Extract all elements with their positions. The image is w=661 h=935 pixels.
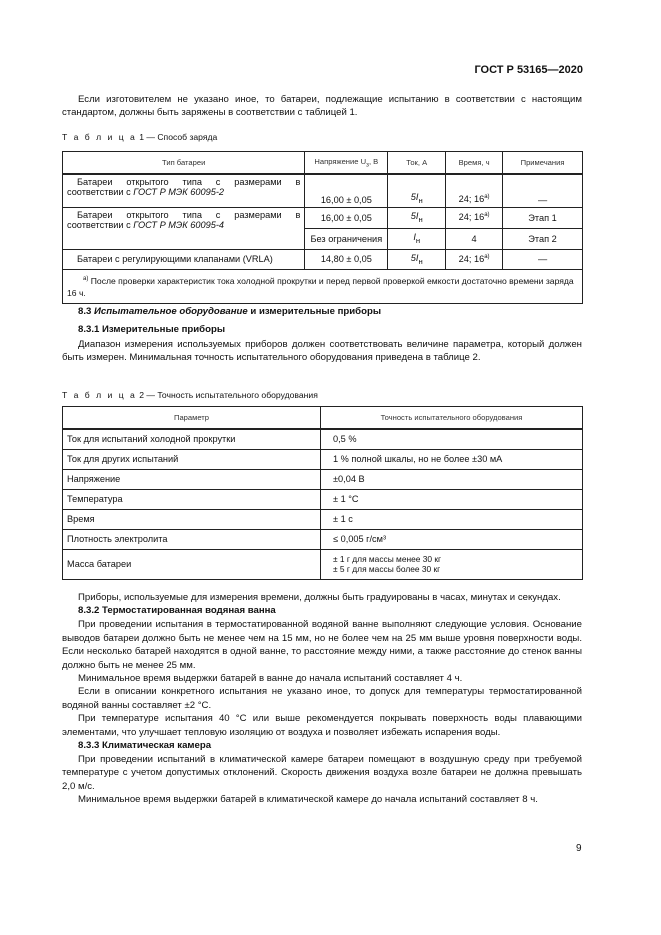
cell: 16,00 ± 0,05 xyxy=(305,174,388,207)
cell: 1 % полной шкалы, но не более ±30 мА xyxy=(321,449,583,469)
doc-code: ГОСТ Р 53165—2020 xyxy=(474,64,583,76)
section-8-3-heading: 8.3 Испытательное оборудование и измерительные приборы xyxy=(78,306,382,317)
cell: ± 1 с xyxy=(321,509,583,529)
caption-label: Т а б л и ц а xyxy=(62,132,137,142)
cell: 4 xyxy=(446,228,503,249)
table-row xyxy=(63,549,583,579)
cell: ± 1 °C xyxy=(321,489,583,509)
section-8-3-2-heading: 8.3.2 Термостатированная водяная ванна xyxy=(78,605,276,617)
accuracy-table xyxy=(62,406,583,580)
table-header xyxy=(63,152,583,175)
cell: 24; $16^{а)}$ xyxy=(446,207,503,228)
paragraph: При температуре испытания 40 °С или выше рекомендуется покрывать поверхность воды плавающими элементами, что улучшает тепловую изоляцию от воздуха и позволяет избежать испарения воды. xyxy=(62,713,582,738)
cell: Батареи открытого типа с размерами в соответствии с ГОСТ Р МЭК 60095-4 xyxy=(63,207,305,249)
cell: Ток для других испытаний xyxy=(63,449,321,469)
cell: 24; $16^{а)}$ xyxy=(446,174,503,207)
cell: ±0,04 В xyxy=(321,469,583,489)
cell: $5I_н$ xyxy=(388,249,446,269)
cell: Масса батареи xyxy=(63,549,321,579)
cell: Батареи открытого типа с размерами в соответствии с ГОСТ Р МЭК 60095-2 xyxy=(63,174,305,207)
body-text xyxy=(62,591,582,807)
section-8-3-1-text: Диапазон измерения используемых приборов должен соответствовать величине параметра, который должен быть измерен. Минимальная точность испытательного оборудования приведена в таблице 2. xyxy=(62,339,582,364)
col-header: Параметр xyxy=(63,407,321,430)
paragraph: Если в описании конкретного испытания не указано иное, то допуск для температуры термостатированной водяной ванны составляет ±2 °С. xyxy=(62,686,582,711)
cell: Напряжение xyxy=(63,469,321,489)
table-row xyxy=(63,249,583,269)
paragraph: Приборы, используемые для измерения времени, должны быть градуированы в часах, минутах и секундах. xyxy=(78,592,561,603)
table-row xyxy=(63,489,583,509)
cell: Ток для испытаний холодной прокрутки xyxy=(63,429,321,449)
table-row xyxy=(63,429,583,449)
cell: 16,00 ± 0,05 xyxy=(305,207,388,228)
col-header: Точность испытательного оборудования xyxy=(321,407,583,430)
cell: ± 1 г для массы менее 30 кг ± 5 г для массы более 30 кг xyxy=(321,549,583,579)
caption-text: 1 — Способ заряда xyxy=(139,132,218,142)
col-header: Тип батареи xyxy=(63,152,305,175)
col-header: Время, ч xyxy=(446,152,503,175)
cell: Температура xyxy=(63,489,321,509)
table-row xyxy=(63,509,583,529)
col-header: Напряжение $U_з$, В xyxy=(305,152,388,175)
paragraph: При проведении испытаний в климатической камере батареи помещают в воздушную среду при требуемой температуре с учетом допустимых отклонений. Скорость движения воздуха возле батареи не должна превышать 2,0 м/с. xyxy=(62,754,582,792)
section-8-3-3-heading: 8.3.3 Климатическая камера xyxy=(78,740,212,752)
table-row xyxy=(63,529,583,549)
cell: Без ограничения xyxy=(305,228,388,249)
charge-method-table xyxy=(62,151,583,304)
cell: — xyxy=(503,249,583,269)
cell: ≤ 0,005 г/см³ xyxy=(321,529,583,549)
cell: Этап 2 xyxy=(503,228,583,249)
cell: 0,5 % xyxy=(321,429,583,449)
table-footnote-row xyxy=(63,269,583,304)
cell: Этап 1 xyxy=(503,207,583,228)
caption-label: Т а б л и ц а xyxy=(62,390,137,400)
cell: Батареи с регулирующими клапанами (VRLA) xyxy=(63,249,305,269)
cell: $5I_н$ xyxy=(388,174,446,207)
cell: $I_н$ xyxy=(388,228,446,249)
cell: 24; $16^{а)}$ xyxy=(446,249,503,269)
cell: Время xyxy=(63,509,321,529)
table2-caption xyxy=(62,390,318,400)
paragraph: Минимальное время выдержки батарей в климатической камере до начала испытаний составляет 8 ч. xyxy=(78,794,538,806)
table-row xyxy=(63,207,583,228)
cell: $5I_н$ xyxy=(388,207,446,228)
table-header xyxy=(63,407,583,430)
paragraph: Минимальное время выдержки батарей в ванне до начала испытаний составляет 4 ч. xyxy=(78,673,463,685)
table-row xyxy=(63,449,583,469)
table-footnote: $^{а)}$ После проверки характеристик тока холодной прокрутки и перед первой проверкой емкости достаточно времени заряда 16 ч. xyxy=(63,269,583,304)
paragraph: При проведении испытания в термостатированной водяной ванне выполняют следующие условия. Основание выводов батареи должно быть не менее чем на 15 мм, но не более чем на 25 мм выше уровня поверхности воды. Если несколько батарей находятся в одной ванне, то расстояние между ними, а также расстояние до стенок ванны должно быть не менее 25 мм. xyxy=(62,619,582,671)
section-8-3-1-heading: 8.3.1 Измерительные приборы xyxy=(78,324,226,335)
table-row xyxy=(63,469,583,489)
page-number: 9 xyxy=(576,843,582,854)
cell: Плотность электролита xyxy=(63,529,321,549)
col-header: Примечания xyxy=(503,152,583,175)
intro-paragraph: Если изготовителем не указано иное, то батареи, подлежащие испытанию в соответствии с настоящим стандартом, должны быть заряжены в соответствии с таблицей 1. xyxy=(62,94,582,119)
cell: — xyxy=(503,174,583,207)
cell: 14,80 ± 0,05 xyxy=(305,249,388,269)
col-header: Ток, А xyxy=(388,152,446,175)
caption-text: 2 — Точность испытательного оборудования xyxy=(139,390,318,400)
table1-caption xyxy=(62,132,217,142)
table-row xyxy=(63,174,583,207)
